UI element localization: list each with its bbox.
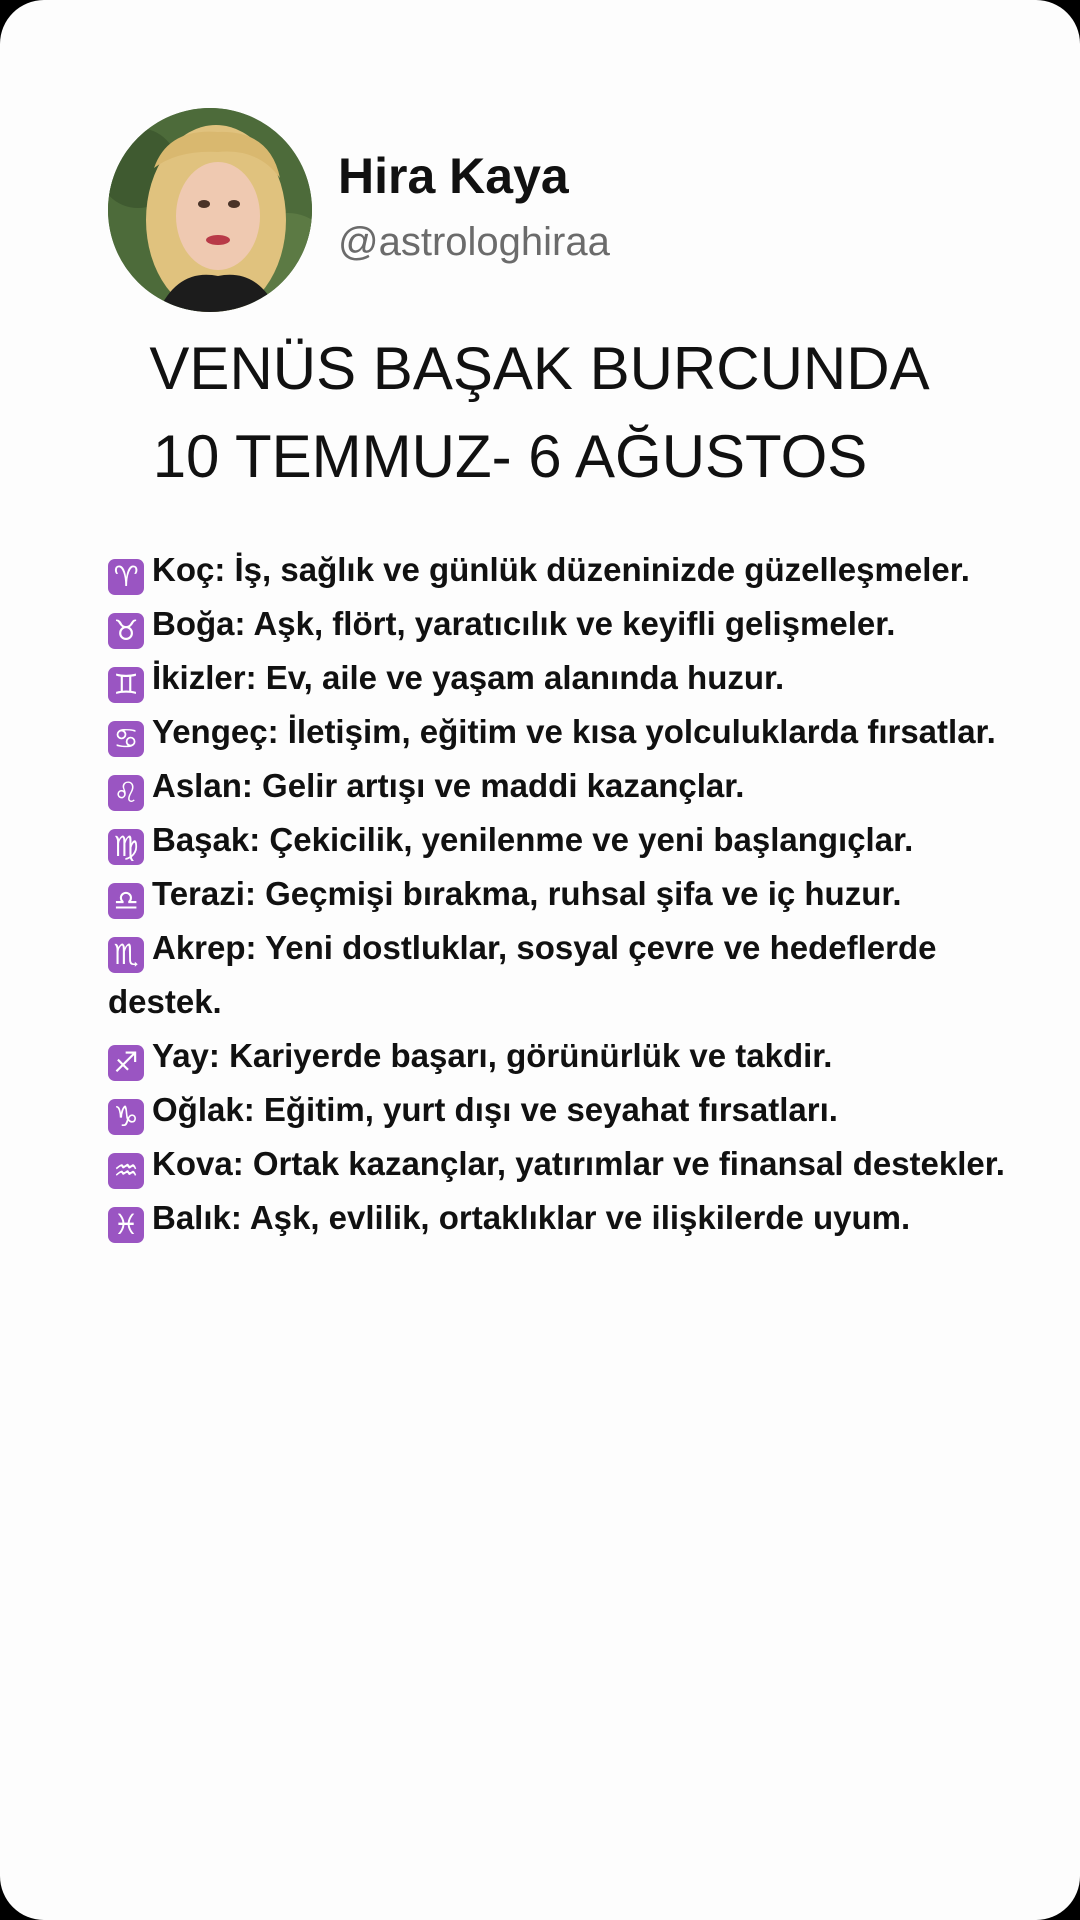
profile-handle[interactable]: @astrologhiraa (338, 220, 610, 264)
aquarius-icon: ♒ (108, 1153, 144, 1189)
sign-text: Aşk, evlilik, ortaklıklar ve ilişkilerde uyum. (249, 1199, 911, 1236)
profile-name[interactable]: Hira Kaya (338, 148, 569, 204)
capricorn-icon: ♑ (108, 1099, 144, 1135)
post-title-line-1: VENÜS BAŞAK BURCUNDA (149, 335, 930, 402)
avatar[interactable] (108, 108, 312, 312)
list-item: ♎ Terazi: Geçmişi bırakma, ruhsal şifa ve iç huzur. (108, 867, 1028, 921)
list-item: ♈ Koç: İş, sağlık ve günlük düzeninizde güzelleşmeler. (108, 543, 1028, 597)
avatar-photo (108, 108, 312, 312)
zodiac-list (108, 543, 1028, 1245)
aries-icon: ♈ (108, 559, 144, 595)
sign-name: Oğlak (152, 1091, 244, 1128)
taurus-icon: ♉ (108, 613, 144, 649)
list-item: ♌ Aslan: Gelir artışı ve maddi kazançlar. (108, 759, 1028, 813)
sign-name: Koç (152, 551, 215, 588)
sign-name: İkizler (152, 659, 246, 696)
sagittarius-icon: ♐ (108, 1045, 144, 1081)
sign-name: Yay (152, 1037, 209, 1074)
sign-text: Ev, aile ve yaşam alanında huzur. (265, 659, 785, 696)
libra-icon: ♎ (108, 883, 144, 919)
list-item: ♑ Oğlak: Eğitim, yurt dışı ve seyahat fırsatları. (108, 1083, 1028, 1137)
sign-text: Geçmişi bırakma, ruhsal şifa ve iç huzur. (265, 875, 902, 912)
virgo-icon: ♍ (108, 829, 144, 865)
list-item: ♏ Akrep: Yeni dostluklar, sosyal çevre ve hedeflerde destek. (108, 929, 937, 1020)
sign-name: Kova (152, 1145, 233, 1182)
cancer-icon: ♋ (108, 721, 144, 757)
profile-header (108, 108, 610, 312)
list-item: ♉ Boğa: Aşk, flört, yaratıcılık ve keyifli gelişmeler. (108, 597, 1028, 651)
sign-name: Balık (152, 1199, 231, 1236)
list-item: ♓ Balık: Aşk, evlilik, ortaklıklar ve ilişkilerde uyum. (108, 1191, 1028, 1245)
gemini-icon: ♊ (108, 667, 144, 703)
profile-text (338, 146, 610, 266)
sign-name: Akrep (152, 929, 246, 966)
list-item: ♍ Başak: Çekicilik, yenilenme ve yeni başlangıçlar. (108, 813, 1028, 867)
sign-text: Ortak kazançlar, yatırımlar ve finansal destekler. (252, 1145, 1005, 1182)
list-item: ♊ İkizler: Ev, aile ve yaşam alanında huzur. (108, 651, 1028, 705)
sign-text: İş, sağlık ve günlük düzeninizde güzelleşmeler. (234, 551, 970, 588)
sign-text: İletişim, eğitim ve kısa yolculuklarda fırsatlar. (287, 713, 996, 750)
sign-text: Gelir artışı ve maddi kazançlar. (262, 767, 745, 804)
sign-name: Aslan (152, 767, 242, 804)
post-title (0, 325, 1080, 501)
sign-text: Eğitim, yurt dışı ve seyahat fırsatları. (263, 1091, 838, 1128)
pisces-icon: ♓ (108, 1207, 144, 1243)
sign-text: Çekicilik, yenilenme ve yeni başlangıçlar. (269, 821, 914, 858)
list-item: ♐ Yay: Kariyerde başarı, görünürlük ve takdir. (108, 1029, 1028, 1083)
scorpio-icon: ♏ (108, 937, 144, 973)
list-item: ♒ Kova: Ortak kazançlar, yatırımlar ve finansal destekler. (108, 1137, 1028, 1191)
leo-icon: ♌ (108, 775, 144, 811)
sign-name: Başak (152, 821, 250, 858)
sign-text: Kariyerde başarı, görünürlük ve takdir. (229, 1037, 833, 1074)
sign-text: Aşk, flört, yaratıcılık ve keyifli gelişmeler. (253, 605, 896, 642)
sign-name: Yengeç (152, 713, 268, 750)
sign-name: Terazi (152, 875, 245, 912)
list-item: ♋ Yengeç: İletişim, eğitim ve kısa yolculuklarda fırsatlar. (108, 705, 1028, 759)
post-title-line-2: 10 TEMMUZ- 6 AĞUSTOS (152, 423, 868, 490)
sign-name: Boğa (152, 605, 235, 642)
sign-text: Yeni dostluklar, sosyal çevre ve hedeflerde destek. (108, 929, 937, 1020)
